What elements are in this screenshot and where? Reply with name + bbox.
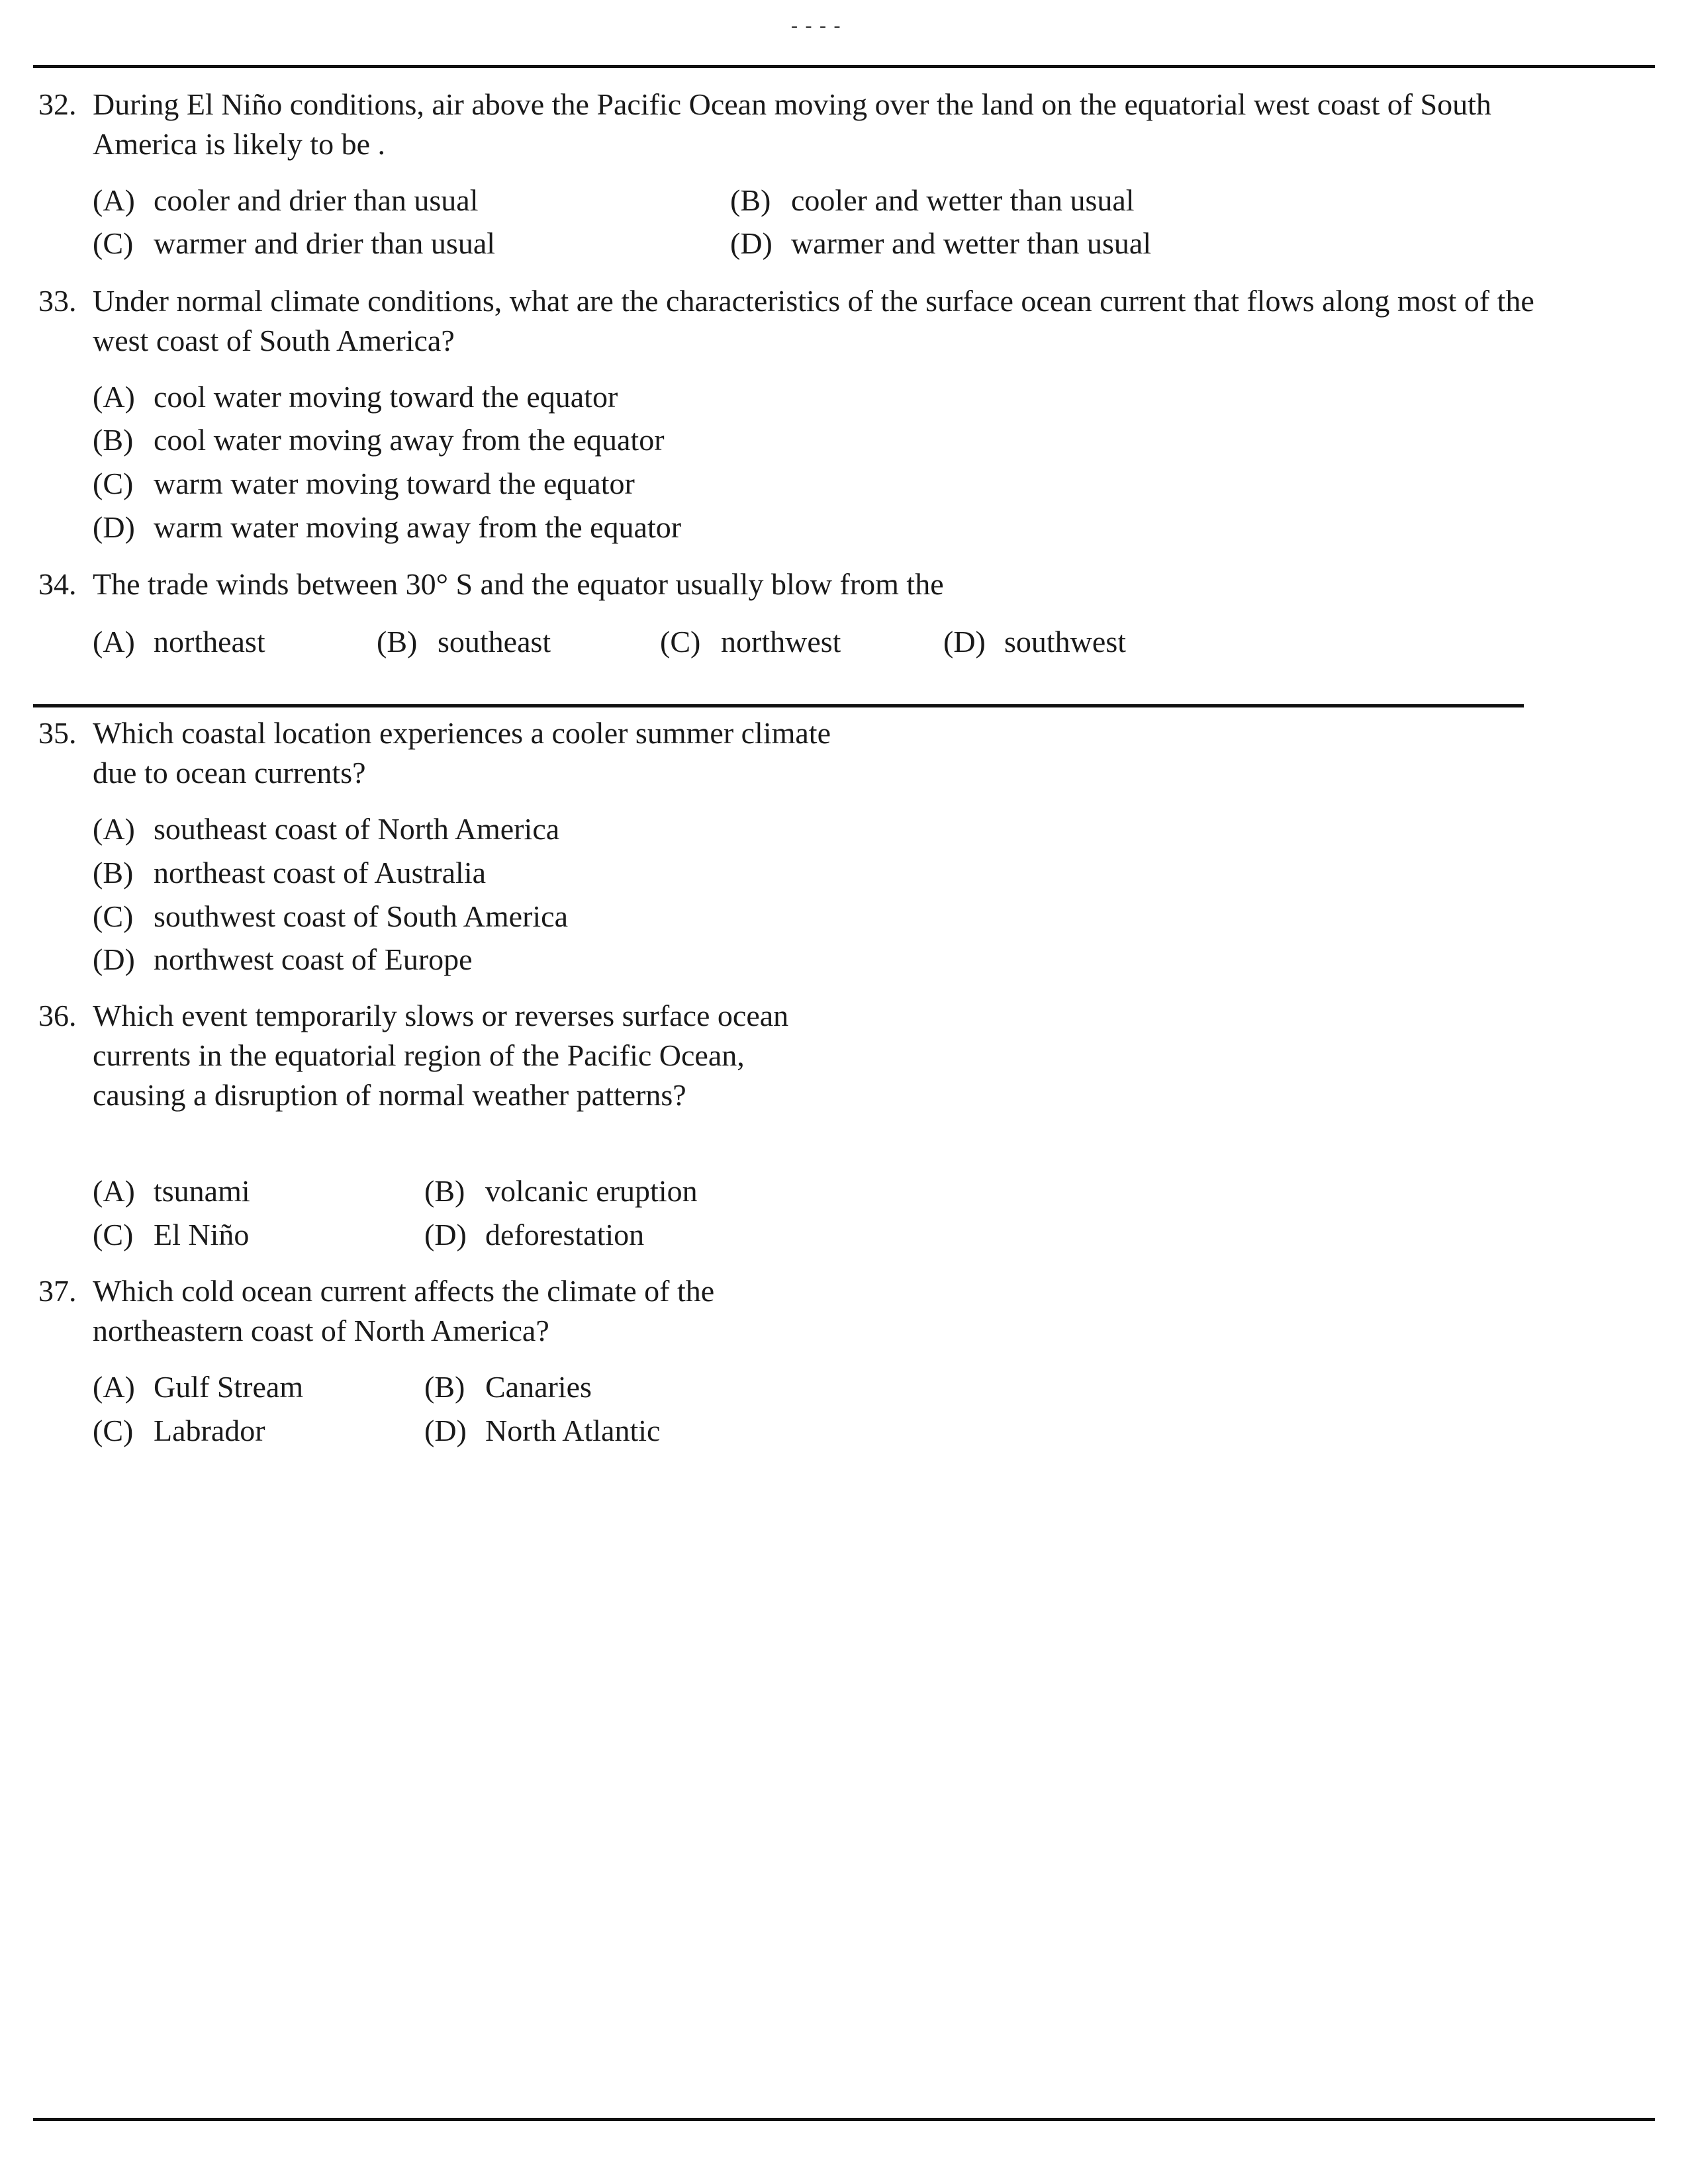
q37-choice-b[interactable] [424,1367,592,1407]
choice-text: southeast coast of North America [154,812,560,846]
question-text: The trade winds between 30° S and the equator usually blow from the [93,567,944,601]
choice-text: warmer and wetter than usual [791,226,1152,260]
choice-letter: (D) [93,510,135,544]
choice-letter: (A) [93,812,135,846]
q35-choice-d[interactable] [93,940,473,979]
q35-choice-c[interactable] [93,897,568,936]
question-text: Which cold ocean current affects the climate of the northeastern coast of North America? [93,1274,715,1347]
choice-text: warm water moving toward the equator [154,467,635,500]
q34-choice-d[interactable] [943,622,1126,662]
choice-letter: (C) [660,625,701,659]
choice-letter: (A) [93,183,135,217]
choice-letter: (A) [93,380,135,414]
choice-text: Labrador [154,1414,265,1447]
choice-text: cooler and drier than usual [154,183,479,217]
choice-letter: (A) [93,1370,135,1404]
choice-text: northeast [154,625,265,659]
question-32 [38,85,1561,164]
choice-letter: (C) [93,1414,134,1447]
choice-letter: (C) [93,226,134,260]
choice-letter: (D) [730,226,773,260]
section-divider-rule [33,704,1524,707]
choice-text: North Atlantic [485,1414,661,1447]
top-rule [33,65,1655,68]
choice-letter: (B) [424,1370,465,1404]
q32-choice-d[interactable] [730,224,1151,263]
question-number: 36. [38,999,77,1032]
choice-letter: (C) [93,467,134,500]
question-text: Which coastal location experiences a cooler summer climate due to ocean currents? [93,716,831,790]
choice-text: cooler and wetter than usual [791,183,1135,217]
question-number: 37. [38,1274,77,1308]
q37-choice-a[interactable] [93,1367,303,1407]
choice-text: El Niño [154,1218,250,1251]
choice-text: cool water moving toward the equator [154,380,618,414]
question-number: 32. [38,87,77,121]
question-number: 33. [38,284,77,318]
q36-choice-d[interactable] [424,1215,644,1255]
choice-text: cool water moving away from the equator [154,423,665,457]
choice-text: Gulf Stream [154,1370,304,1404]
q33-choice-c[interactable] [93,464,635,504]
q34-choice-a[interactable] [93,622,265,662]
q32-choice-c[interactable] [93,224,495,263]
choice-text: southwest coast of South America [154,899,569,933]
choice-text: warmer and drier than usual [154,226,496,260]
q34-choice-c[interactable] [660,622,841,662]
question-text: During El Niño conditions, air above the Pacific Ocean moving over the land on the equatorial west coast of South America is likely to be . [93,87,1491,161]
choice-letter: (D) [93,942,135,976]
question-text: Which event temporarily slows or reverses surface ocean currents in the equatorial region of the Pacific Ocean, causing a disruption of normal weather patterns? [93,999,789,1112]
choice-text: northeast coast of Australia [154,856,487,889]
question-35 [38,713,841,793]
q33-choice-b[interactable] [93,420,665,460]
choice-text: northwest coast of Europe [154,942,473,976]
bottom-rule [33,2118,1655,2121]
choice-letter: (D) [943,625,986,659]
q37-choice-c[interactable] [93,1411,265,1451]
question-number: 34. [38,567,77,601]
q35-choice-a[interactable] [93,809,559,849]
q32-choice-a[interactable] [93,181,478,220]
choice-letter: (A) [93,1174,135,1208]
q36-choice-a[interactable] [93,1171,250,1211]
choice-text: volcanic eruption [485,1174,698,1208]
choice-letter: (B) [377,625,418,659]
q33-choice-a[interactable] [93,377,618,417]
question-number: 35. [38,716,77,750]
q36-choice-b[interactable] [424,1171,698,1211]
choice-text: southwest [1004,625,1126,659]
q35-choice-b[interactable] [93,853,486,893]
question-text: Under normal climate conditions, what are the characteristics of the surface ocean current that flows along most of the west coast of South America? [93,284,1534,357]
choice-letter: (C) [93,899,134,933]
choice-letter: (D) [424,1218,467,1251]
choice-text: deforestation [485,1218,645,1251]
page-header-mark: - - - - [791,15,842,36]
choice-text: warm water moving away from the equator [154,510,682,544]
choice-letter: (D) [424,1414,467,1447]
choice-text: Canaries [485,1370,592,1404]
choice-letter: (B) [93,856,134,889]
choice-letter: (C) [93,1218,134,1251]
q32-choice-b[interactable] [730,181,1135,220]
question-33 [38,281,1561,361]
choice-text: tsunami [154,1174,250,1208]
choice-letter: (B) [424,1174,465,1208]
question-37 [38,1271,841,1351]
question-36 [38,996,841,1115]
choice-text: southeast [438,625,551,659]
choice-text: northwest [721,625,841,659]
choice-letter: (B) [730,183,771,217]
q33-choice-d[interactable] [93,508,681,547]
q36-choice-c[interactable] [93,1215,249,1255]
q37-choice-d[interactable] [424,1411,660,1451]
choice-letter: (A) [93,625,135,659]
choice-letter: (B) [93,423,134,457]
q34-choice-b[interactable] [377,622,551,662]
question-34 [38,565,1561,604]
